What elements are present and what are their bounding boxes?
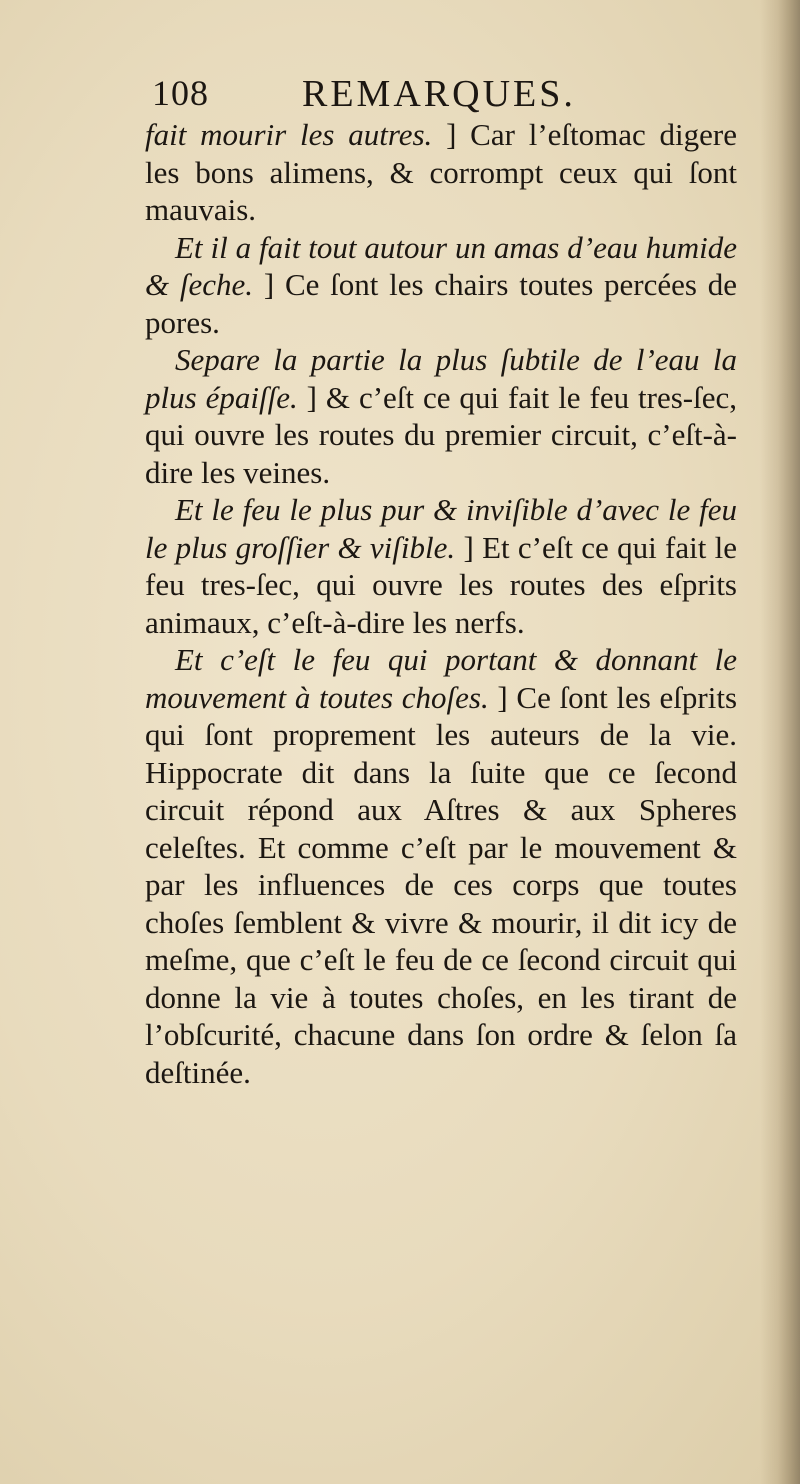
commentary-text: ] Ce ſont les chairs toutes percées de pores.: [145, 267, 738, 340]
paragraph: [145, 229, 737, 342]
paragraph: [145, 641, 737, 1091]
commentary-text: ] Car l’eſtomac digere les bons alimens, & corrompt ceux qui ſont mauvais.: [145, 117, 737, 227]
commentary-text: ] & c’eſt ce qui fait le feu tres-ſec, qui ouvre les routes du premier circuit, c’eſt-à-dire les veines.: [145, 379, 737, 490]
paragraph: [145, 491, 737, 641]
commentary-text: ] Ce ſont les eſprits qui ſont proprement les auteurs de la vie. Hippocrate dit dans la ſuite que ce ſecond circuit répond aux Aſtres & aux Spheres celeſtes. Et comme c’eſt par le mouvement & par les influences de ces corps que toutes choſes ſemblent & vivre & mourir, il dit icy de meſme, que c’eſt le feu de ce ſecond circuit qui donne la vie à toutes choſes, en les tirant de l’obſcurité, chacune dans ſon ordre & ſelon ſa deſtinée.: [145, 679, 738, 1090]
page-gutter-shadow: [760, 0, 800, 1484]
paragraph: [145, 116, 737, 229]
page-body: [145, 116, 737, 1091]
paragraph: [145, 341, 737, 491]
running-title: REMARQUES.: [302, 73, 576, 115]
quoted-lemma: Et c’eſt le feu qui portant & donnant le mouvement à toutes choſes.: [145, 642, 737, 715]
page-header: [142, 68, 742, 118]
page-number: 108: [152, 73, 209, 113]
quoted-lemma: Separe la partie la plus ſubtile de l’eau la plus épaiſſe.: [145, 342, 737, 415]
quoted-lemma: Et il a fait tout autour un amas d’eau humide & ſeche.: [145, 229, 737, 302]
quoted-lemma: fait mourir les autres.: [145, 117, 433, 152]
quoted-lemma: Et le feu le plus pur & inviſible d’avec le feu le plus groſſier & viſible.: [145, 492, 737, 565]
commentary-text: ] Et c’eſt ce qui fait le feu tres-ſec, qui ouvre les routes des eſprits animaux, c’eſt-à-dire les nerfs.: [145, 529, 737, 640]
